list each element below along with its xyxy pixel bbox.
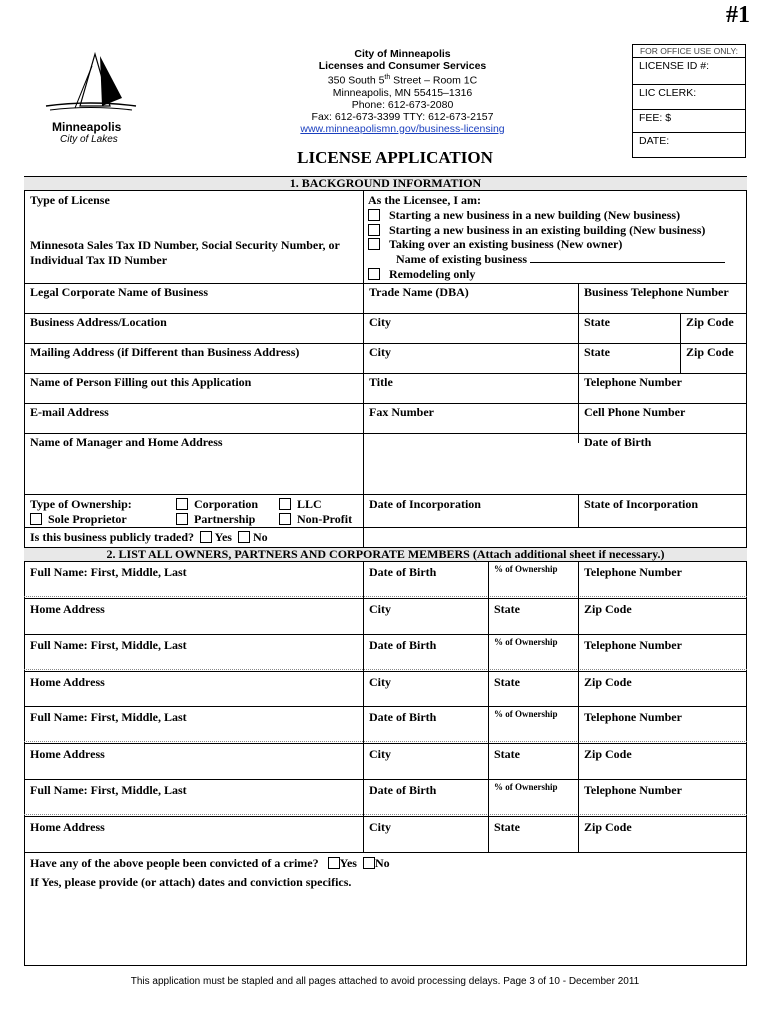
owner-state-label: State [494, 820, 520, 834]
crime-no[interactable]: No [363, 856, 390, 870]
checkbox-icon[interactable] [176, 513, 188, 525]
fee-field[interactable]: FEE: $ [633, 110, 746, 133]
page-number: #1 [726, 2, 750, 28]
legal-name-label: Legal Corporate Name of Business [30, 285, 208, 299]
agency-phone: Phone: 612-673-2080 [351, 98, 454, 111]
owner-phone-label: Telephone Number [584, 783, 682, 797]
owner-pct-label: % of Ownership [494, 637, 558, 647]
checkbox-icon[interactable] [368, 268, 380, 280]
license-id-field[interactable]: LICENSE ID #: [633, 58, 746, 85]
trade-name-label: Trade Name (DBA) [369, 285, 469, 299]
checkbox-icon[interactable] [363, 857, 375, 869]
form-title: LICENSE APPLICATION [297, 148, 493, 167]
owner-dob-label: Date of Birth [369, 565, 437, 579]
office-use-heading: FOR OFFICE USE ONLY: [633, 45, 746, 58]
checkbox-icon[interactable] [368, 209, 380, 221]
owner-zip-label: Zip Code [584, 747, 632, 761]
checkbox-icon[interactable] [200, 531, 212, 543]
checkbox-icon[interactable] [238, 531, 250, 543]
date-field[interactable]: DATE: [633, 133, 746, 158]
owner-address-label: Home Address [30, 820, 105, 834]
state-incorp-label: State of Incorporation [584, 497, 698, 511]
type-of-license-label: Type of License [30, 193, 110, 207]
email-label: E-mail Address [30, 405, 109, 419]
business-state-label: State [584, 315, 610, 329]
applicant-title-label: Title [369, 375, 393, 389]
mailing-city-label: City [369, 345, 391, 359]
agency-website[interactable]: www.minneapolismn.gov/business-licensing [300, 122, 505, 135]
owner-name-label: Full Name: First, Middle, Last [30, 638, 187, 652]
owner-zip-label: Zip Code [584, 820, 632, 834]
business-phone-label: Business Telephone Number [584, 285, 729, 299]
business-address-label: Business Address/Location [30, 315, 167, 329]
checkbox-icon[interactable] [279, 513, 291, 525]
cell-label: Cell Phone Number [584, 405, 686, 419]
owner-phone-label: Telephone Number [584, 710, 682, 724]
checkbox-icon[interactable] [279, 498, 291, 510]
fax-label: Fax Number [369, 405, 434, 419]
tax-id-label: Minnesota Sales Tax ID Number, Social Security Number, or Individual Tax ID Number [30, 238, 340, 267]
owner-name-label: Full Name: First, Middle, Last [30, 710, 187, 724]
owner-city-label: City [369, 675, 391, 689]
owner-name-label: Full Name: First, Middle, Last [30, 565, 187, 579]
applicant-phone-label: Telephone Number [584, 375, 682, 389]
business-zip-label: Zip Code [686, 315, 734, 329]
manager-dob-label: Date of Birth [584, 435, 652, 449]
checkbox-icon[interactable] [176, 498, 188, 510]
owner-zip-label: Zip Code [584, 675, 632, 689]
checkbox-icon[interactable] [328, 857, 340, 869]
ownership-label: Type of Ownership: [30, 497, 132, 511]
applicant-name-label: Name of Person Filling out this Application [30, 375, 252, 389]
mailing-state-label: State [584, 345, 610, 359]
owner-dob-label: Date of Birth [369, 783, 437, 797]
ownership-corporation[interactable]: Corporation [176, 497, 258, 512]
checkbox-icon[interactable] [368, 238, 380, 250]
existing-business-name[interactable]: Name of existing business [368, 252, 725, 267]
owner-pct-label: % of Ownership [494, 782, 558, 792]
agency-city: Minneapolis, MN 55415–1316 [332, 86, 473, 99]
crime-yes[interactable]: Yes [328, 856, 357, 870]
section1-heading: 1. BACKGROUND INFORMATION [24, 176, 747, 191]
date-incorp-label: Date of Incorporation [369, 497, 481, 511]
crime-followup: If Yes, please provide (or attach) dates and conviction specifics. [30, 875, 352, 889]
checkbox-icon[interactable] [368, 224, 380, 236]
owner-state-label: State [494, 747, 520, 761]
option-existing-building[interactable]: Starting a new business in an existing building (New business) [368, 223, 725, 238]
option-taking-over[interactable]: Taking over an existing business (New owner) [368, 237, 725, 252]
owner-address-label: Home Address [30, 675, 105, 689]
owner-address-label: Home Address [30, 602, 105, 616]
owner-name-label: Full Name: First, Middle, Last [30, 783, 187, 797]
owner-dob-label: Date of Birth [369, 710, 437, 724]
city-logo [40, 48, 140, 148]
licensee-options [368, 208, 725, 282]
public-no[interactable]: No [238, 530, 268, 544]
publicly-traded: Is this business publicly traded? Yes No [30, 530, 268, 544]
ownership-llc[interactable]: LLC [279, 497, 322, 512]
public-yes[interactable]: Yes [200, 530, 232, 544]
owner-zip-label: Zip Code [584, 602, 632, 616]
agency-fax: Fax: 612-673-3399 TTY: 612-673-2157 [311, 110, 494, 123]
ownership-nonprofit[interactable]: Non-Profit [279, 512, 352, 527]
owner-address-label: Home Address [30, 747, 105, 761]
agency-division: Licenses and Consumer Services [318, 60, 487, 72]
checkbox-icon[interactable] [30, 513, 42, 525]
agency-header [285, 48, 520, 135]
licensee-heading: As the Licensee, I am: [368, 193, 481, 207]
ownership-partnership[interactable]: Partnership [176, 512, 255, 527]
owner-state-label: State [494, 602, 520, 616]
logo-tagline: City of Lakes [60, 134, 118, 145]
crime-question: Have any of the above people been convicted of a crime? Yes No [30, 856, 390, 870]
agency-address: 350 South 5th Street – Room 1C [327, 74, 478, 87]
ownership-sole[interactable]: Sole Proprietor [30, 512, 127, 527]
owner-city-label: City [369, 602, 391, 616]
owner-city-label: City [369, 820, 391, 834]
option-remodeling[interactable]: Remodeling only [368, 267, 725, 282]
owner-dob-label: Date of Birth [369, 638, 437, 652]
owner-pct-label: % of Ownership [494, 709, 558, 719]
footer-note: This application must be stapled and all pages attached to avoid processing delays. Page 3 of 10 - December 2011 [130, 976, 640, 987]
section2-heading: 2. LIST ALL OWNERS, PARTNERS AND CORPORATE MEMBERS (Attach additional sheet if necessary.) [24, 547, 747, 562]
office-use-box [632, 44, 746, 158]
owner-phone-label: Telephone Number [584, 638, 682, 652]
business-city-label: City [369, 315, 391, 329]
manager-label: Name of Manager and Home Address [30, 435, 223, 449]
sailboat-logo-icon [40, 48, 140, 118]
owner-city-label: City [369, 747, 391, 761]
option-new-building[interactable]: Starting a new business in a new building (New business) [368, 208, 725, 223]
mailing-zip-label: Zip Code [686, 345, 734, 359]
lic-clerk-field[interactable]: LIC CLERK: [633, 85, 746, 110]
agency-name: City of Minneapolis [354, 48, 451, 60]
owner-state-label: State [494, 675, 520, 689]
mailing-address-label: Mailing Address (if Different than Business Address) [30, 345, 300, 359]
logo-name: Minneapolis [52, 120, 122, 134]
owner-phone-label: Telephone Number [584, 565, 682, 579]
owner-pct-label: % of Ownership [494, 564, 558, 574]
